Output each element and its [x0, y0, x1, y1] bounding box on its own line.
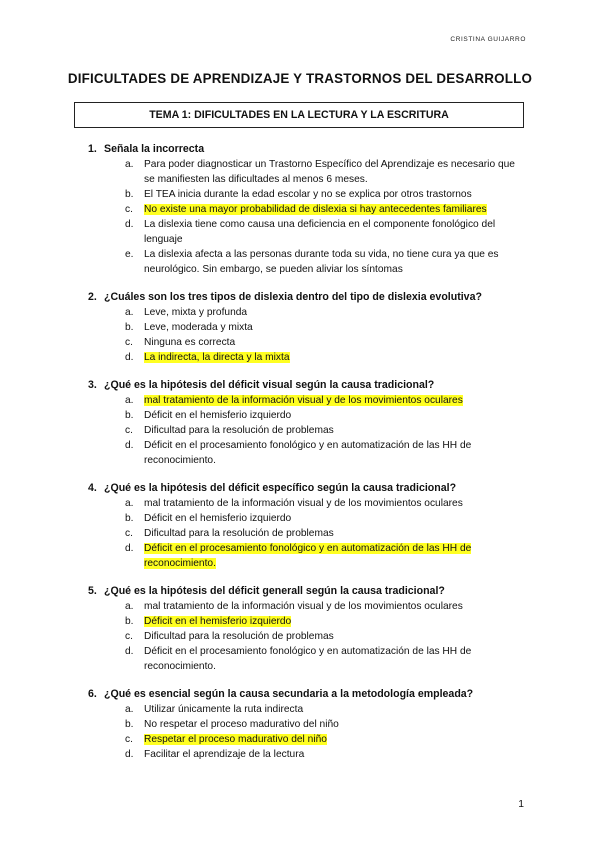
- option-letter: b.: [125, 719, 134, 730]
- question-text: ¿Qué es la hipótesis del déficit visual según la causa tradicional?: [104, 379, 435, 391]
- answer-option: [88, 747, 528, 762]
- question-text: Señala la incorrecta: [104, 143, 205, 155]
- option-letter: b.: [125, 189, 134, 200]
- option-letter: c.: [125, 734, 133, 745]
- option-letter: a.: [125, 159, 134, 170]
- option-letter: c.: [125, 425, 133, 436]
- question-heading: [88, 481, 528, 496]
- answer-option: [88, 335, 528, 350]
- option-letter: d.: [125, 646, 134, 657]
- option-text: La indirecta, la directa y la mixta: [144, 352, 290, 363]
- option-letter: a.: [125, 704, 134, 715]
- option-text: La dislexia tiene como causa una deficiencia en el componente fonológico del lenguaje: [144, 219, 496, 245]
- question-item: [88, 481, 528, 571]
- question-heading: [88, 584, 528, 599]
- option-text: Dificultad para la resolución de problemas: [144, 631, 334, 642]
- highlighted-answer-option: [88, 614, 528, 629]
- option-text: Déficit en el procesamiento fonológico y en automatización de las HH de reconocimiento.: [144, 543, 472, 569]
- question-number: 3.: [88, 379, 97, 391]
- option-letter: d.: [125, 749, 134, 760]
- highlighted-answer-option: [88, 732, 528, 747]
- option-text: No respetar el proceso madurativo del niño: [144, 719, 339, 730]
- highlighted-answer-option: [88, 393, 528, 408]
- page-number: 1: [518, 799, 524, 810]
- question-number: 5.: [88, 585, 97, 597]
- option-letter: a.: [125, 601, 134, 612]
- question-text: ¿Cuáles son los tres tipos de dislexia dentro del tipo de dislexia evolutiva?: [104, 291, 482, 303]
- option-text: Dificultad para la resolución de problemas: [144, 425, 334, 436]
- option-text: El TEA inicia durante la edad escolar y no se explica por otros trastornos: [144, 189, 472, 200]
- option-text: Facilitar el aprendizaje de la lectura: [144, 749, 305, 760]
- question-text: ¿Qué es la hipótesis del déficit específico según la causa tradicional?: [104, 482, 457, 494]
- topic-heading: TEMA 1: DIFICULTADES EN LA LECTURA Y LA ESCRITURA: [149, 109, 449, 121]
- answer-option: [88, 408, 528, 423]
- option-letter: c.: [125, 337, 133, 348]
- answer-option: [88, 717, 528, 732]
- option-letter: d.: [125, 440, 134, 451]
- option-letter: c.: [125, 631, 133, 642]
- option-text: mal tratamiento de la información visual y de los movimientos oculares: [144, 498, 463, 509]
- question-heading: [88, 142, 528, 157]
- option-text: No existe una mayor probabilidad de dislexia si hay antecedentes familiares: [144, 204, 487, 215]
- option-text: Déficit en el procesamiento fonológico y en automatización de las HH de reconocimiento.: [144, 440, 472, 466]
- answer-option: [88, 526, 528, 541]
- option-letter: e.: [125, 249, 134, 260]
- question-number: 2.: [88, 291, 97, 303]
- option-letter: b.: [125, 322, 134, 333]
- option-letter: c.: [125, 204, 133, 215]
- option-letter: a.: [125, 498, 134, 509]
- question-number: 1.: [88, 143, 97, 155]
- highlighted-answer-option: [88, 202, 528, 217]
- option-text: Déficit en el hemisferio izquierdo: [144, 513, 292, 524]
- question-heading: [88, 687, 528, 702]
- option-letter: d.: [125, 352, 134, 363]
- answer-option: [88, 629, 528, 644]
- option-text: mal tratamiento de la información visual y de los movimientos oculares: [144, 395, 463, 406]
- question-item: [88, 142, 528, 277]
- highlighted-answer-option: [88, 541, 528, 571]
- answer-option: [88, 157, 528, 187]
- highlighted-answer-option: [88, 350, 528, 365]
- answer-option: [88, 644, 528, 674]
- question-item: [88, 290, 528, 365]
- option-text: Ninguna es correcta: [144, 337, 236, 348]
- option-letter: d.: [125, 543, 134, 554]
- option-text: La dislexia afecta a las personas durante toda su vida, no tiene cura ya que es neurológico. Sin embargo, se pueden aliviar los síntomas: [144, 249, 499, 275]
- option-letter: b.: [125, 410, 134, 421]
- option-text: Déficit en el hemisferio izquierdo: [144, 410, 292, 421]
- option-text: Leve, moderada y mixta: [144, 322, 253, 333]
- option-letter: b.: [125, 616, 134, 627]
- answer-option: [88, 599, 528, 614]
- option-letter: b.: [125, 513, 134, 524]
- answer-options: [88, 702, 528, 762]
- option-text: Déficit en el hemisferio izquierdo: [144, 616, 292, 627]
- answer-options: [88, 157, 528, 277]
- answer-option: [88, 702, 528, 717]
- option-text: Respetar el proceso madurativo del niño: [144, 734, 327, 745]
- question-item: [88, 584, 528, 674]
- topic-heading-box: [74, 102, 524, 128]
- answer-option: [88, 496, 528, 511]
- answer-option: [88, 511, 528, 526]
- option-letter: a.: [125, 307, 134, 318]
- option-letter: d.: [125, 219, 134, 230]
- author-name: CRISTINA GUIJARRO: [450, 36, 526, 43]
- answer-options: [88, 496, 528, 571]
- answer-options: [88, 599, 528, 674]
- option-text: Utilizar únicamente la ruta indirecta: [144, 704, 304, 715]
- option-letter: a.: [125, 395, 134, 406]
- option-text: Para poder diagnosticar un Trastorno Específico del Aprendizaje es necesario que se manifiesten las dificultades al menos 6 meses.: [144, 159, 515, 185]
- answer-option: [88, 247, 528, 277]
- question-number: 6.: [88, 688, 97, 700]
- answer-option: [88, 320, 528, 335]
- question-text: ¿Qué es esencial según la causa secundaria a la metodología empleada?: [104, 688, 474, 700]
- answer-options: [88, 305, 528, 365]
- option-text: Dificultad para la resolución de problemas: [144, 528, 334, 539]
- question-item: [88, 687, 528, 762]
- question-heading: [88, 378, 528, 393]
- answer-option: [88, 217, 528, 247]
- question-heading: [88, 290, 528, 305]
- question-item: [88, 378, 528, 468]
- option-text: mal tratamiento de la información visual y de los movimientos oculares: [144, 601, 463, 612]
- answer-option: [88, 423, 528, 438]
- question-list: [88, 142, 528, 775]
- option-text: Déficit en el procesamiento fonológico y en automatización de las HH de reconocimiento.: [144, 646, 472, 672]
- option-text: Leve, mixta y profunda: [144, 307, 248, 318]
- answer-option: [88, 187, 528, 202]
- answer-option: [88, 305, 528, 320]
- answer-option: [88, 438, 528, 468]
- option-letter: c.: [125, 528, 133, 539]
- question-number: 4.: [88, 482, 97, 494]
- question-text: ¿Qué es la hipótesis del déficit generall según la causa tradicional?: [104, 585, 445, 597]
- document-title: DIFICULTADES DE APRENDIZAJE Y TRASTORNOS DEL DESARROLLO: [67, 71, 533, 86]
- answer-options: [88, 393, 528, 468]
